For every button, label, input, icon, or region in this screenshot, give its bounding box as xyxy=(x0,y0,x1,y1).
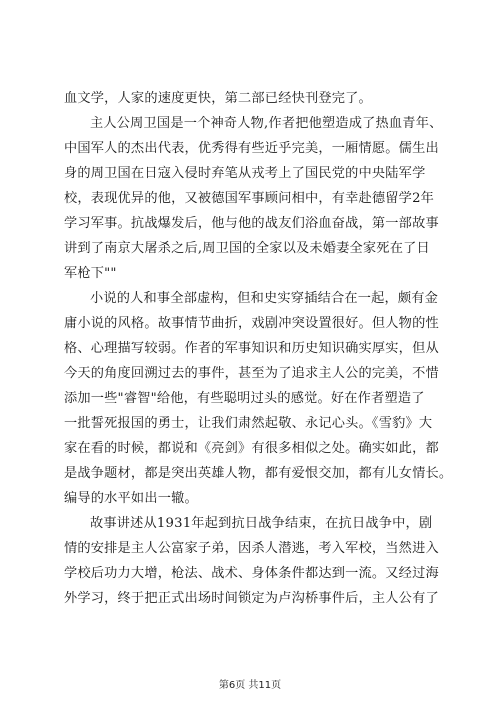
text-line: 格、心理描写较弱。作者的军事知识和历史知识确实厚实，但从 xyxy=(64,341,439,356)
text-line: 学校后功力大增，枪法、战术、身体条件都达到一流。又经过海 xyxy=(64,566,439,581)
text-line: 情的安排是主人公富家子弟，因杀人潜逃，考入军校，当然进入 xyxy=(64,541,439,556)
text-line: 家在看的时候，都说和《亮剑》有很多相似之处。确实如此，都 xyxy=(64,441,439,456)
text-line: 庸小说的风格。故事情节曲折，戏剧冲突设置很好。但人物的性 xyxy=(64,316,439,331)
text-line: 身的周卫国在日寇入侵时弃笔从戎考上了国民党的中央陆军学 xyxy=(64,166,426,181)
text-line: 小说的人和事全部虚构，但和史实穿插结合在一起，颇有金 xyxy=(90,291,439,306)
text-line: 是战争题材，都是突出英雄人物，都有爱恨交加，都有儿女情长。 xyxy=(64,466,453,481)
paragraph xyxy=(64,286,453,511)
text-line: 校，表现优异的他，又被德国军事顾问相中，有幸赴德留学2年 xyxy=(64,191,435,206)
paragraph xyxy=(64,111,443,286)
paragraph xyxy=(64,86,436,111)
text-line: 讲到了南京大屠杀之后,周卫国的全家以及未婚妻全家死在了日 xyxy=(64,241,430,256)
text-line: 今天的角度回溯过去的事件，甚至为了追求主人公的完美，不惜 xyxy=(64,366,439,381)
text-line: 外学习，终于把正式出场时间锁定为卢沟桥事件后，主人公有了 xyxy=(64,591,439,606)
text-line: 添加一些"睿智"给他，有些聪明过头的感觉。好在作者塑造了 xyxy=(64,391,425,406)
text-line: 主人公周卫国是一个神奇人物,作者把他塑造成了热血青年、 xyxy=(90,116,443,131)
body-text xyxy=(64,86,453,611)
text-line: 军枪下"" xyxy=(64,266,117,281)
text-line: 一批誓死报国的勇士，让我们肃然起敬、永记心头。《雪豹》大 xyxy=(64,416,433,431)
page-footer: 第6页 共11页 xyxy=(218,680,282,691)
text-line: 血文学，人家的速度更快，第二部已经快刊登完了。 xyxy=(64,91,372,106)
paragraph xyxy=(64,511,439,611)
text-line: 学习军事。抗战爆发后，他与他的战友们浴血奋战，第一部故事 xyxy=(64,216,439,231)
text-line: 中国军人的杰出代表，优秀得有些近乎完美，一厢情愿。儒生出 xyxy=(64,141,439,156)
text-line: 故事讲述从1931年起到抗日战争结束，在抗日战争中，剧 xyxy=(90,516,433,531)
text-line: 编导的水平如出一辙。 xyxy=(64,491,198,506)
